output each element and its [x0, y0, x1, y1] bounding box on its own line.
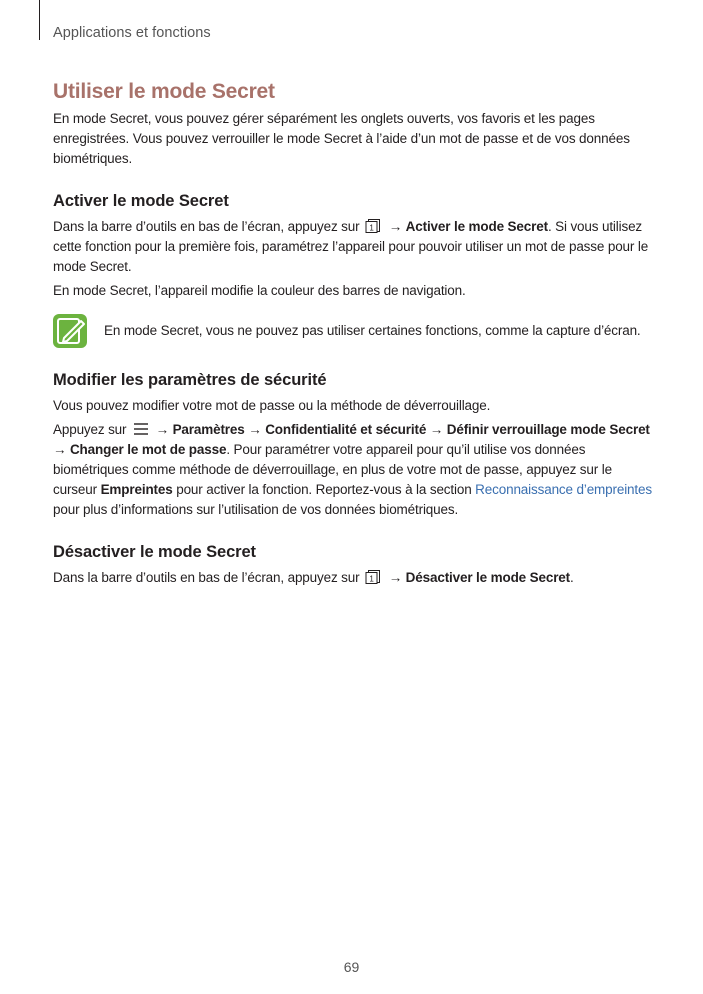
page-number: 69 [343, 959, 360, 975]
menu-icon [132, 422, 150, 436]
svg-text:1: 1 [369, 223, 374, 233]
svg-text:1: 1 [369, 574, 374, 584]
note-icon [53, 314, 87, 348]
note-box [53, 314, 653, 348]
security-paragraph: Vous pouvez modifier votre mot de passe ou la méthode de déverrouillage. [53, 398, 491, 413]
page-title: Utiliser le mode Secret [53, 80, 275, 103]
section-heading-activate: Activer le mode Secret [53, 192, 229, 210]
header-divider [39, 0, 40, 40]
fingerprint-link[interactable]: Reconnaissance d’empreintes [475, 482, 652, 497]
section-heading-security: Modifier les paramètres de sécurité [53, 371, 327, 389]
activate-paragraph: Dans la barre d’outils en bas de l’écran, appuyez sur 1 → Activer le mode Secret. Si vous utilisez cette fonction pour la première fois, paramétrez l’appareil pour pouvoir utiliser un mot de passe pour le mode Secret. [53, 219, 649, 274]
deactivate-paragraph: Dans la barre d’outils en bas de l’écran, appuyez sur 1 → Désactiver le mode Secret. [53, 570, 574, 585]
section-heading-deactivate: Désactiver le mode Secret [53, 543, 256, 561]
note-text: En mode Secret, vous ne pouvez pas utiliser certaines fonctions, comme la capture d’écran. [104, 323, 641, 338]
activate-paragraph-2: En mode Secret, l’appareil modifie la couleur des barres de navigation. [53, 283, 466, 298]
page-content [53, 80, 653, 588]
intro-paragraph: En mode Secret, vous pouvez gérer séparément les onglets ouverts, vos favoris et les pages enregistrées. Vous pouvez verrouiller le mode Secret à l’aide d’un mot de passe et de vos données biométriques. [53, 111, 630, 166]
page-header: Applications et fonctions [53, 25, 211, 41]
tabs-icon [365, 219, 383, 233]
security-instructions: Appuyez sur → Paramètres → Confidentialité et sécurité → Définir verrouillage mode Secret → Changer le mot de passe. Pour paramétrer votre appareil pour qu’il utilise vos données biométriques comme méthode de déverrouillage, en plus de votre mot de passe, appuyez sur le curseur Empreintes pour activer la fonction. Reportez-vous à la section Reconnaissance d’empreintes pour plus d’informations sur l’utilisation de vos données biométriques. [53, 422, 652, 517]
tabs-icon [365, 570, 383, 584]
